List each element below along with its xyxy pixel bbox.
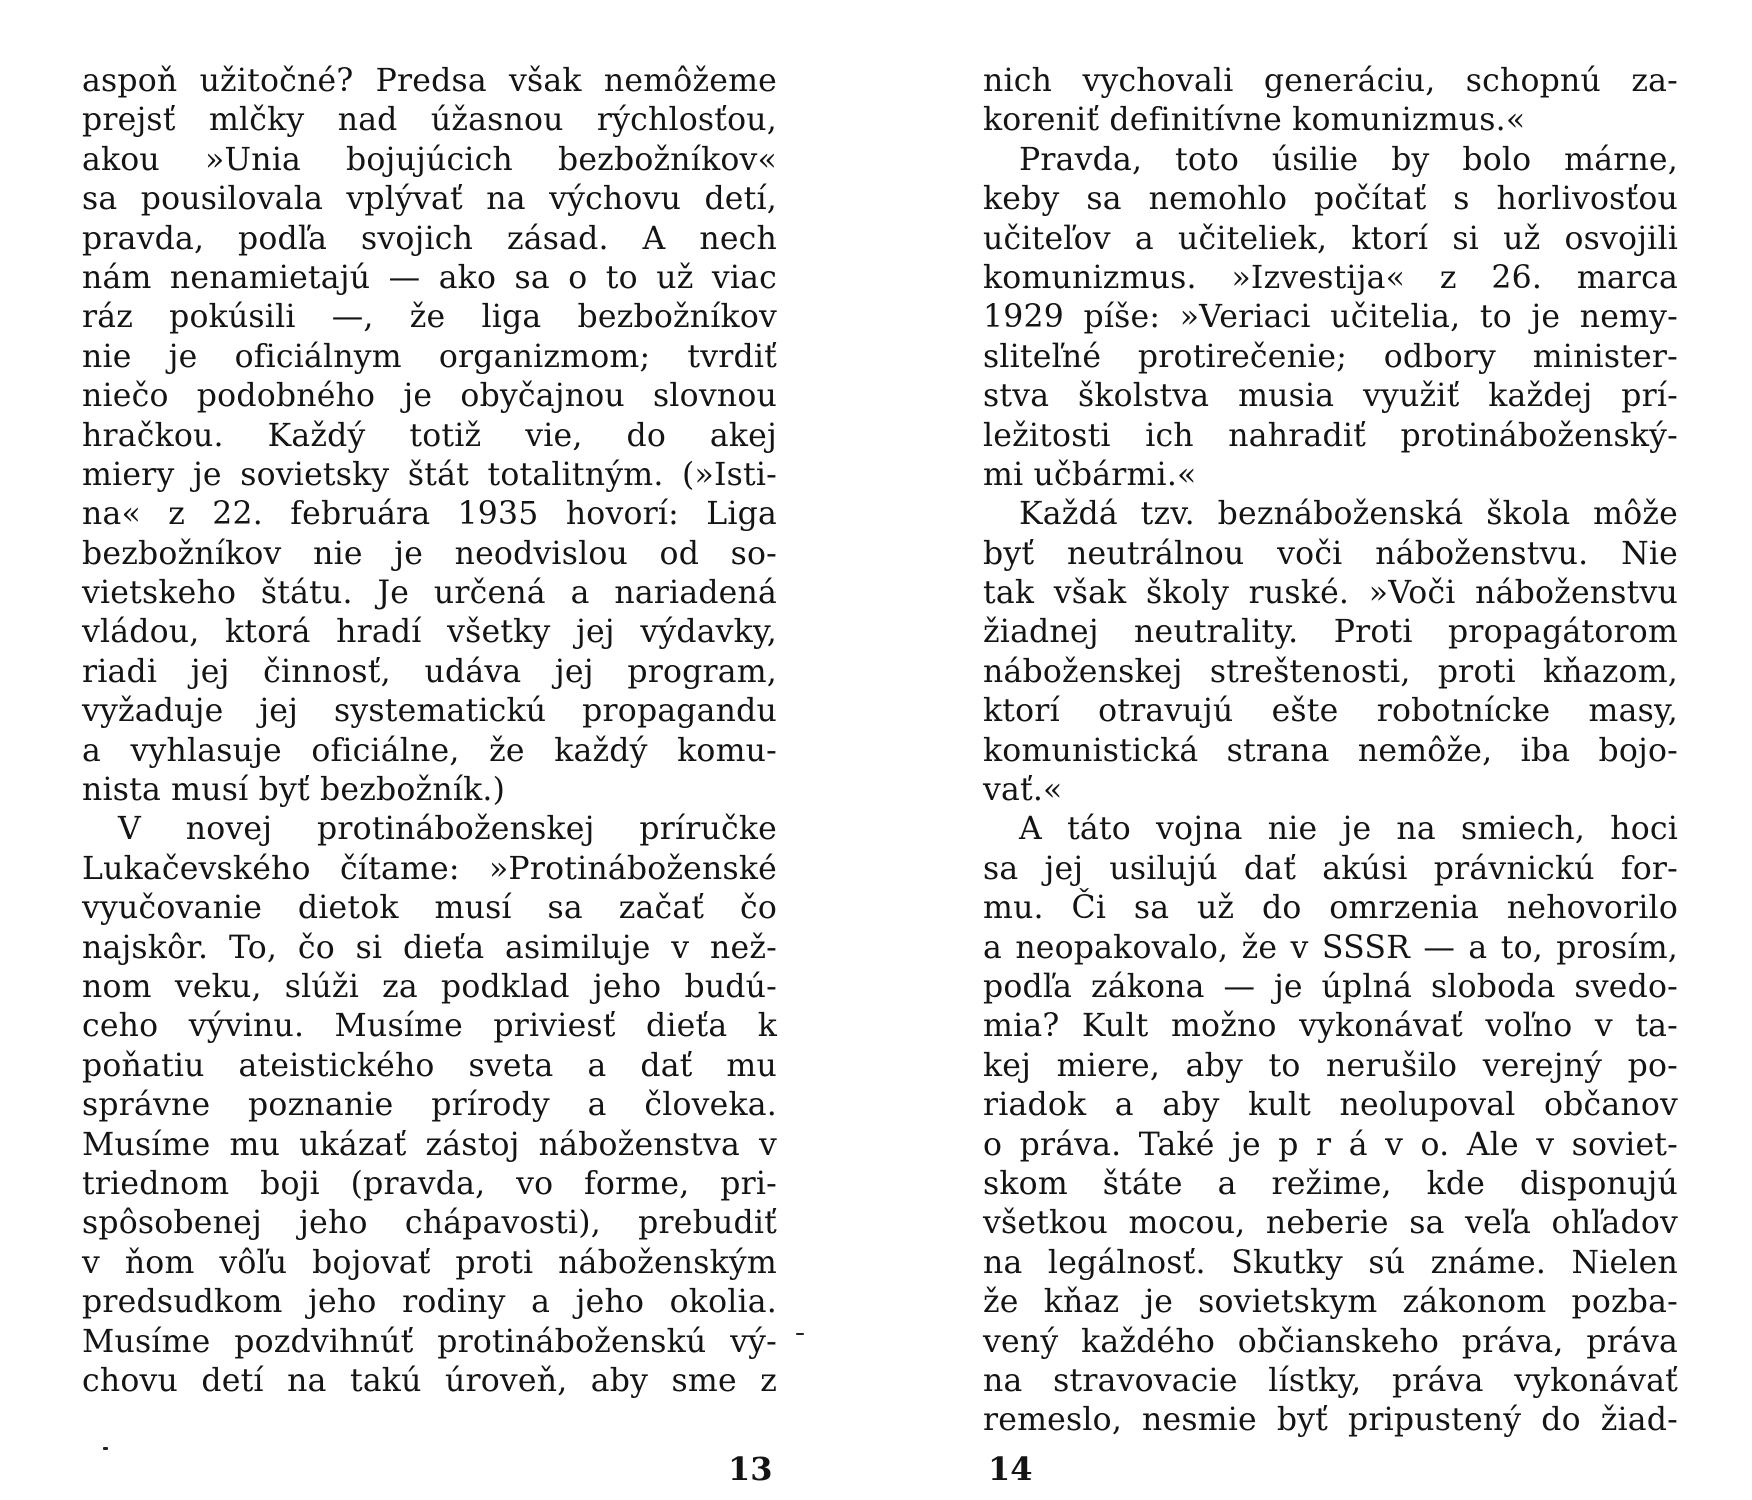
text-line: akou »Unia bojujúcich bezbožníkov« [82, 141, 777, 178]
text-line: o práva. Také je p r á v o. Ale v soviet- [983, 1126, 1678, 1163]
text-line: triednom boji (pravda, vo forme, pri- [82, 1165, 777, 1202]
text-line: Každá tzv. beznáboženská škola môže [1019, 496, 1678, 533]
text-line: a vyhlasuje oficiálne, že každý komu- [82, 732, 777, 769]
text-line: Pravda, toto úsilie by bolo márne, [1019, 141, 1678, 178]
text-line: vený každého občianskeho práva, práva [983, 1323, 1678, 1360]
text-line: nie je oficiálnym organizmom; tvrdiť [82, 338, 777, 375]
text-line: vietskeho štátu. Je určená a nariadená [82, 575, 777, 612]
text-line: V novej protináboženskej príručke [118, 811, 777, 848]
right-page [983, 62, 1678, 1441]
text-line: sa pousilovala vplývať na výchovu detí, [82, 181, 777, 218]
text-line: Musíme mu ukázať zástoj náboženstva v [82, 1126, 777, 1163]
text-line: 1929 píše: »Veriaci učitelia, to je nemy- [983, 299, 1678, 336]
text-line: mu. Či sa už do omrzenia nehovorilo [983, 890, 1678, 927]
text-line: riadi jej činnosť, udáva jej program, [82, 653, 777, 690]
text-line: kej miere, aby to nerušilo verejný po- [983, 1047, 1678, 1084]
text-line: najskôr. To, čo si dieťa asimiluje v než- [82, 929, 777, 966]
left-page [82, 62, 777, 1401]
scan-speck [103, 1447, 108, 1450]
text-line: sliteľné protirečenie; odbory minister- [983, 338, 1678, 375]
left-page-number: 13 [728, 1450, 773, 1488]
text-line: mia? Kult možno vykonávať voľno v ta- [983, 1008, 1678, 1045]
text-line: že kňaz je sovietskym zákonom pozba- [983, 1284, 1678, 1321]
text-line: na« z 22. februára 1935 hovorí: Liga [82, 496, 777, 533]
text-line: A táto vojna nie je na smiech, hoci [1019, 811, 1678, 848]
text-line: skom štáte a režime, kde disponujú [983, 1165, 1678, 1202]
text-line: Musíme pozdvihnúť protináboženskú vý- [82, 1323, 777, 1360]
text-line: všetkou mocou, neberie sa veľa ohľadov [983, 1205, 1678, 1242]
text-line: a neopakovalo, že v SSSR — a to, prosím, [983, 929, 1678, 966]
text-line: mi učbármi.« [983, 456, 1197, 493]
text-line: stva školstva musia využiť každej prí- [983, 378, 1678, 415]
right-page-number: 14 [988, 1450, 1033, 1488]
text-line: na stravovacie lístky, práva vykonávať [983, 1362, 1678, 1399]
text-line: ráz pokúsili —, že liga bezbožníkov [82, 299, 777, 336]
text-line: miery je sovietsky štát totalitným. (»Isti- [82, 456, 777, 493]
text-line: aspoň užitočné? Predsa však nemôžeme [82, 63, 777, 99]
text-line: komunizmus. »Izvestija« z 26. marca [983, 259, 1678, 296]
text-line: ktorí otravujú ešte robotnícke masy, [983, 693, 1678, 730]
text-line: komunistická strana nemôže, iba bojo- [983, 732, 1678, 769]
text-line: žiadnej neutrality. Proti propagátorom [983, 614, 1678, 651]
text-line: vať.« [983, 772, 1063, 809]
text-line: riadok a aby kult neolupoval občanov [983, 1087, 1678, 1124]
text-line: pravda, podľa svojich zásad. A nech [82, 220, 777, 257]
text-line: sa jej usilujú dať akúsi právnickú for- [983, 850, 1678, 887]
text-line: učiteľov a učiteliek, ktorí si už osvojili [983, 220, 1678, 257]
text-line: poňatiu ateistického sveta a dať mu [82, 1047, 777, 1084]
text-line: podľa zákona — je úplná sloboda svedo- [983, 968, 1678, 1005]
text-line: ceho vývinu. Musíme priviesť dieťa k [82, 1008, 777, 1045]
text-line: vládou, ktorá hradí všetky jej výdavky, [82, 614, 777, 651]
text-line: náboženskej streštenosti, proti kňazom, [983, 653, 1678, 690]
text-line: v ňom vôľu bojovať proti náboženským [82, 1244, 777, 1281]
text-line: predsudkom jeho rodiny a jeho okolia. [82, 1284, 777, 1321]
text-line: nom veku, slúži za podklad jeho budú- [82, 968, 777, 1005]
text-line: prejsť mlčky nad úžasnou rýchlosťou, [82, 102, 777, 139]
text-line: bezbožníkov nie je neodvislou od so- [82, 535, 777, 572]
text-line: hračkou. Každý totiž vie, do akej [82, 417, 777, 454]
text-line: na legálnosť. Skutky sú známe. Nielen [983, 1244, 1678, 1281]
text-line: byť neutrálnou voči náboženstvu. Nie [983, 535, 1678, 572]
text-line: spôsobenej jeho chápavosti), prebudiť [82, 1205, 777, 1242]
text-line: Lukačevského čítame: »Protináboženské [82, 850, 777, 887]
scan-speck [796, 1333, 804, 1335]
text-line: remeslo, nesmie byť pripustený do žiad- [983, 1402, 1678, 1439]
text-line: nista musí byť bezbožník.) [82, 772, 506, 809]
text-line: nich vychovali generáciu, schopnú za- [983, 63, 1678, 99]
text-line: nám nenamietajú — ako sa o to už viac [82, 259, 777, 296]
text-line: správne poznanie prírody a človeka. [82, 1087, 777, 1124]
text-line: chovu detí na takú úroveň, aby sme z [82, 1362, 777, 1399]
text-line: ležitosti ich nahradiť protináboženský- [983, 417, 1678, 454]
text-line: niečo podobného je obyčajnou slovnou [82, 378, 777, 415]
text-line: koreniť definitívne komunizmus.« [983, 102, 1526, 139]
text-line: vyučovanie dietok musí sa začať čo [82, 890, 777, 927]
text-line: vyžaduje jej systematickú propagandu [82, 693, 777, 730]
text-line: tak však školy ruské. »Voči náboženstvu [983, 575, 1678, 612]
text-line: keby sa nemohlo počítať s horlivosťou [983, 181, 1678, 218]
